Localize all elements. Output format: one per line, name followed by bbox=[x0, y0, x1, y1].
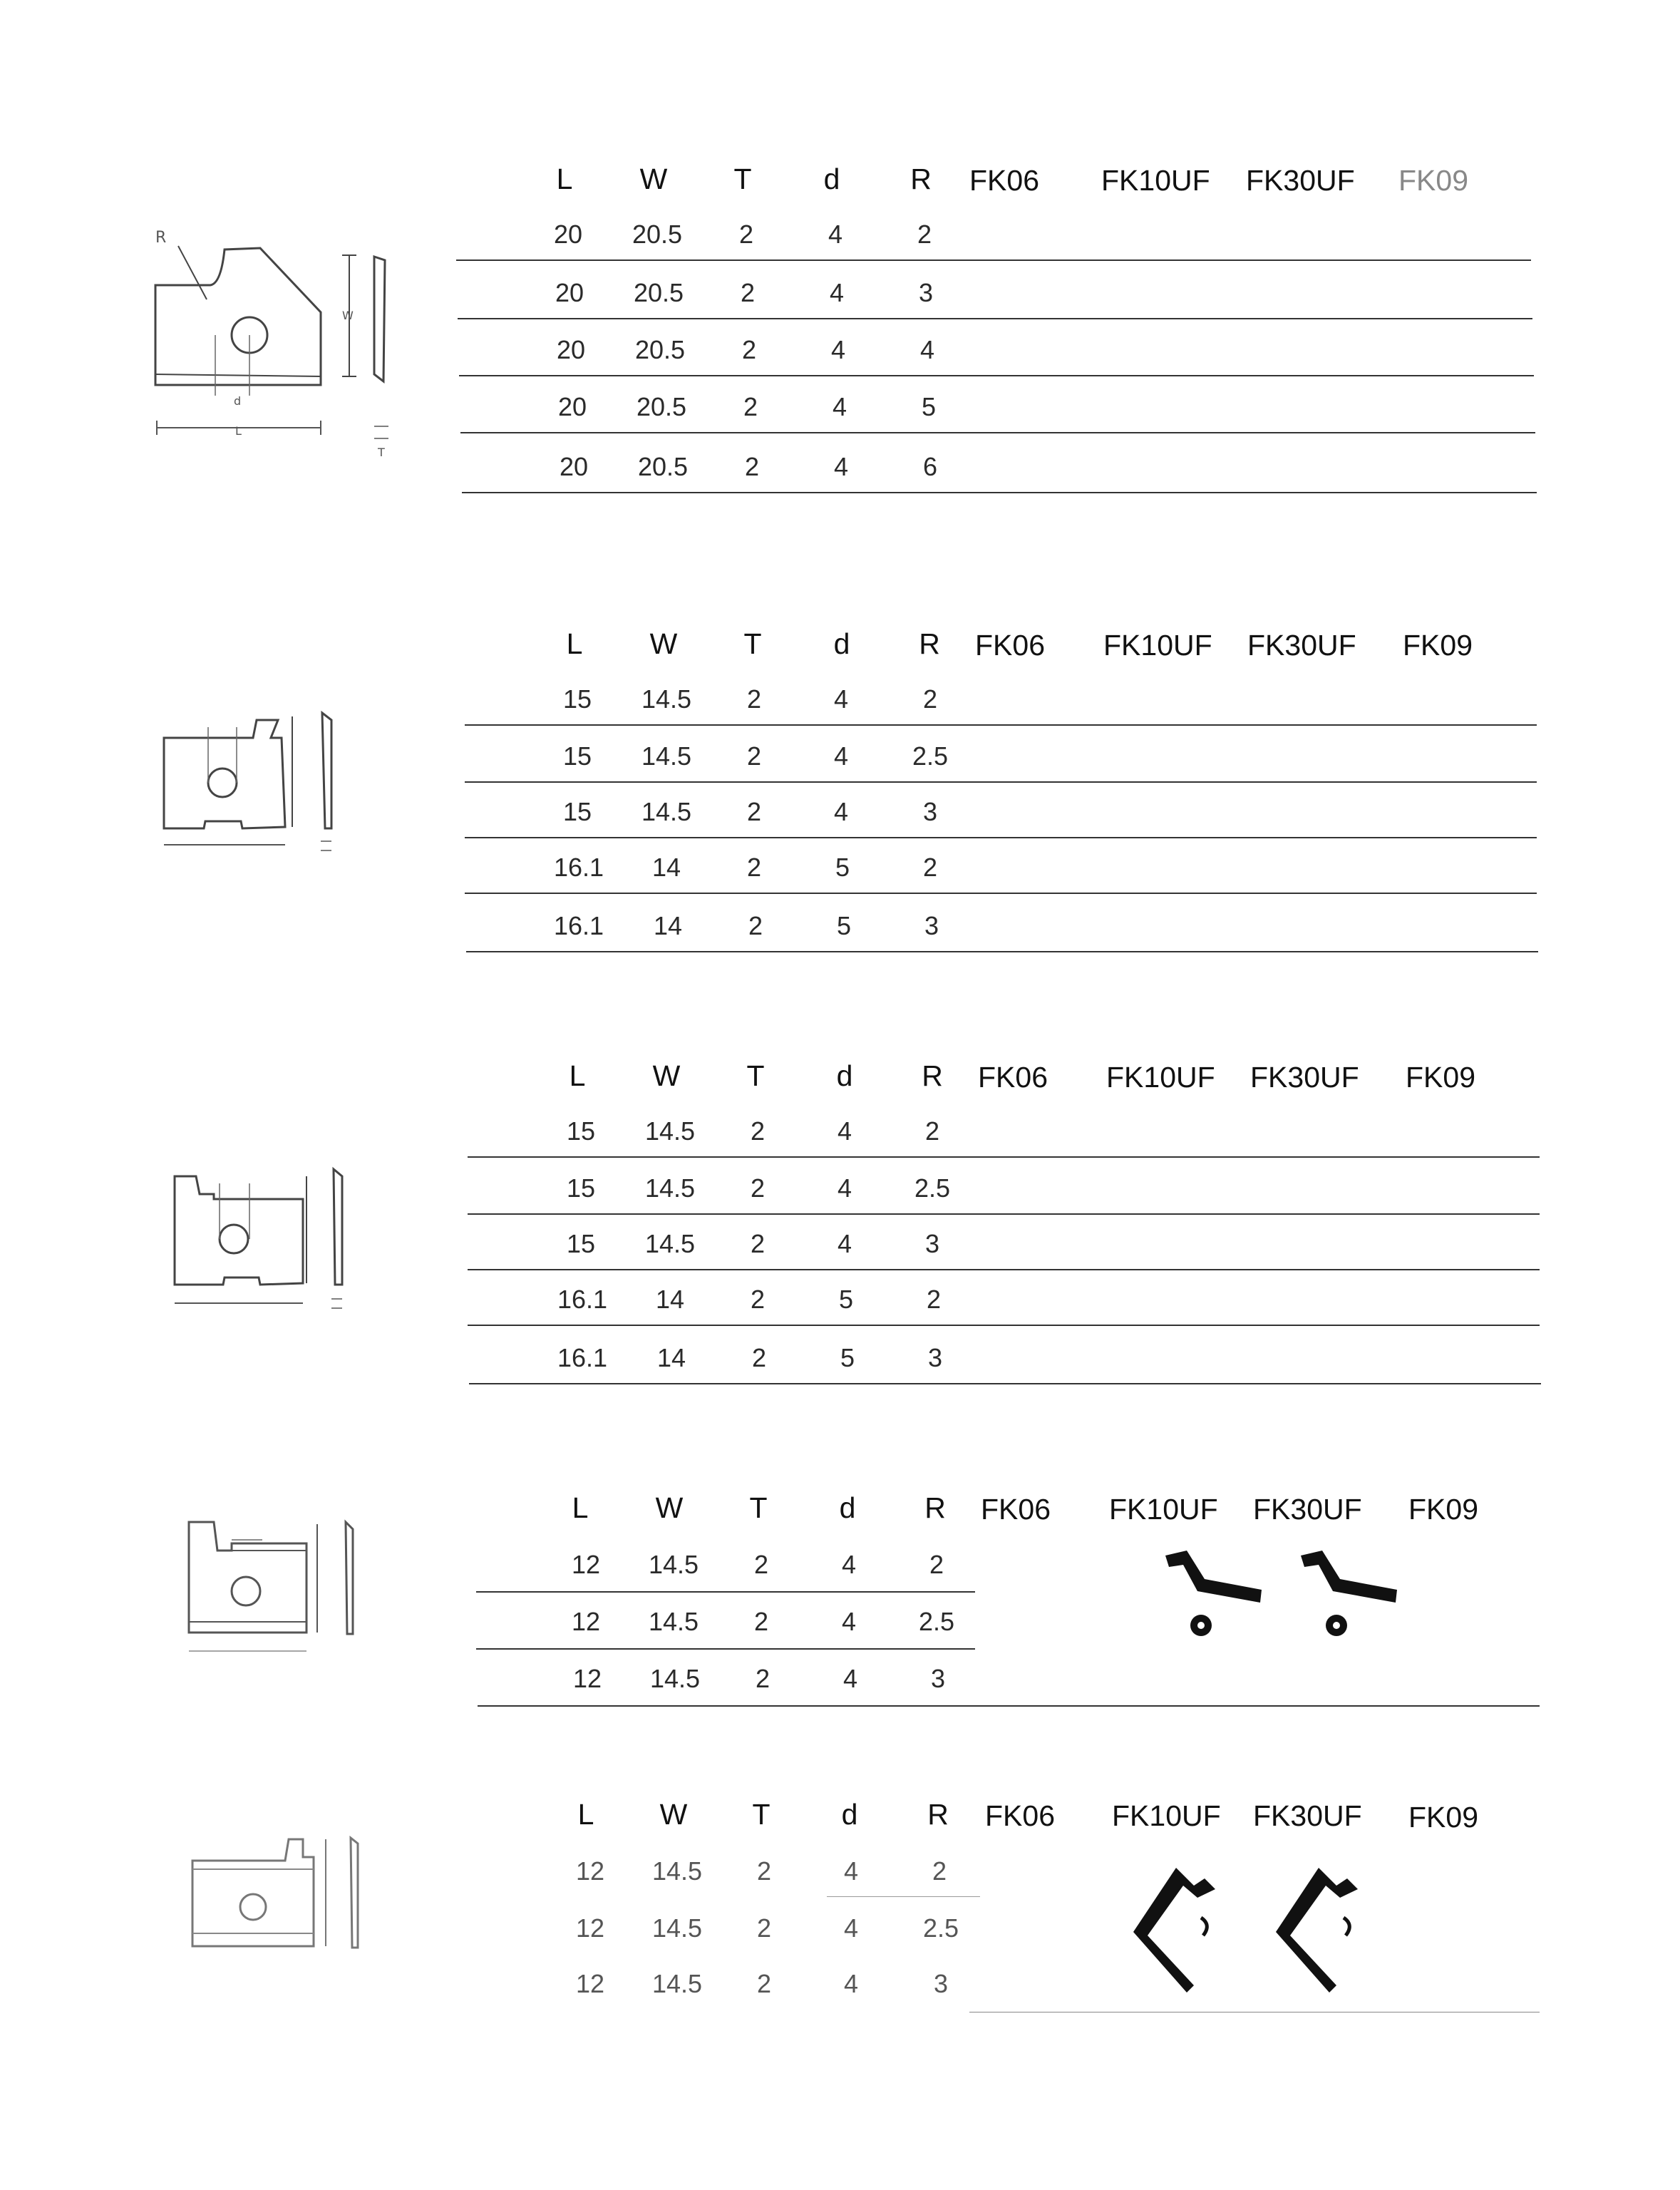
col-header-d: d bbox=[839, 1491, 856, 1524]
table-cell: 3 bbox=[930, 1664, 946, 1693]
table-cell: 20 bbox=[553, 220, 583, 249]
insert-3-svg bbox=[164, 1162, 356, 1326]
table-cell: 4 bbox=[841, 1607, 857, 1636]
table-cell: 5 bbox=[835, 853, 850, 882]
table-cell: 4 bbox=[837, 1229, 852, 1258]
col-header-d: d bbox=[833, 627, 850, 660]
col-header-fk30uf: FK30UF bbox=[1253, 1493, 1362, 1526]
table-cell: 14 bbox=[655, 1285, 685, 1314]
table-cell: 14.5 bbox=[649, 1664, 701, 1693]
table-cell: 2.5 bbox=[914, 1173, 951, 1203]
col-header-l: L bbox=[577, 1798, 594, 1831]
col-header-w: W bbox=[655, 1491, 684, 1524]
table-cell: 4 bbox=[832, 392, 847, 421]
length-label: L bbox=[235, 424, 242, 438]
table-cell: 16.1 bbox=[557, 1285, 608, 1314]
table-cell: 2 bbox=[755, 1664, 771, 1693]
table-cell: 20.5 bbox=[636, 392, 687, 421]
col-header-l: L bbox=[566, 627, 583, 660]
col-header-t: T bbox=[733, 163, 752, 195]
col-header-l: L bbox=[569, 1059, 586, 1092]
table-cell: 2 bbox=[750, 1116, 766, 1146]
insert-drawing-2 bbox=[157, 706, 342, 870]
table-cell: 2.5 bbox=[912, 741, 949, 771]
col-header-fk10uf: FK10UF bbox=[1106, 1061, 1215, 1094]
table-cell: 4 bbox=[830, 335, 846, 364]
col-header-fk10uf: FK10UF bbox=[1112, 1799, 1221, 1832]
table-cell: 12 bbox=[575, 1969, 605, 1998]
table-cell: 20 bbox=[555, 278, 584, 307]
table-cell: 3 bbox=[924, 1229, 940, 1258]
table-cell: 6 bbox=[922, 452, 938, 481]
diameter-label: d bbox=[234, 394, 242, 408]
table-cell: 2 bbox=[741, 335, 757, 364]
insert-5-svg bbox=[185, 1825, 371, 1982]
col-header-fk10uf: FK10UF bbox=[1103, 629, 1212, 662]
col-header-fk09: FK09 bbox=[1408, 1493, 1478, 1526]
table-cell: 2 bbox=[748, 911, 763, 940]
table-cell: 4 bbox=[833, 741, 849, 771]
table-cell: 12 bbox=[571, 1550, 601, 1579]
col-header-d: d bbox=[823, 163, 840, 195]
table-cell: 15 bbox=[562, 684, 592, 714]
table-cell: 5 bbox=[836, 911, 852, 940]
thickness-label: T bbox=[378, 446, 385, 459]
col-header-l: L bbox=[556, 163, 573, 195]
width-label: W bbox=[342, 309, 354, 322]
row-divider bbox=[465, 724, 1537, 726]
table-cell: 4 bbox=[843, 1856, 859, 1886]
col-header-t: T bbox=[752, 1798, 771, 1831]
col-header-fk06: FK06 bbox=[985, 1799, 1055, 1832]
col-header-w: W bbox=[649, 627, 678, 660]
col-header-fk09: FK09 bbox=[1408, 1801, 1478, 1834]
col-header-fk06: FK06 bbox=[969, 164, 1039, 197]
table-cell: 20.5 bbox=[632, 220, 683, 249]
blade-thumbnail-fk30uf bbox=[1297, 1547, 1411, 1650]
row-divider bbox=[462, 492, 1537, 493]
radius-label: R bbox=[155, 229, 167, 247]
table-cell: 20 bbox=[559, 452, 589, 481]
col-header-d: d bbox=[841, 1798, 858, 1831]
col-header-t: T bbox=[749, 1491, 768, 1524]
row-divider bbox=[468, 1325, 1540, 1326]
table-cell: 14.5 bbox=[651, 1969, 703, 1998]
table-cell: 5 bbox=[921, 392, 937, 421]
table-cell: 14.5 bbox=[641, 741, 692, 771]
table-cell: 15 bbox=[562, 741, 592, 771]
blade-thumbnail-fk10uf bbox=[1126, 1854, 1269, 2000]
table-cell: 12 bbox=[572, 1664, 602, 1693]
row-divider bbox=[476, 1648, 975, 1650]
table-cell: 4 bbox=[919, 335, 935, 364]
table-cell: 2 bbox=[922, 684, 938, 714]
table-cell: 5 bbox=[838, 1285, 854, 1314]
table-cell: 14.5 bbox=[651, 1913, 703, 1943]
table-cell: 2.5 bbox=[922, 1913, 959, 1943]
table-cell: 4 bbox=[842, 1664, 858, 1693]
row-divider bbox=[460, 432, 1535, 433]
table-cell: 20 bbox=[557, 392, 587, 421]
table-cell: 3 bbox=[933, 1969, 949, 1998]
table-cell: 14.5 bbox=[648, 1550, 699, 1579]
row-divider bbox=[478, 1705, 1540, 1707]
table-cell: 2 bbox=[750, 1229, 766, 1258]
col-header-w: W bbox=[659, 1798, 688, 1831]
insert-4-svg bbox=[178, 1511, 371, 1668]
table-cell: 16.1 bbox=[553, 853, 604, 882]
blade-thumbnail-fk10uf bbox=[1162, 1547, 1276, 1650]
col-header-fk09: FK09 bbox=[1403, 629, 1473, 662]
col-header-t: T bbox=[743, 627, 762, 660]
row-divider bbox=[456, 259, 1531, 261]
insert-drawing-3 bbox=[164, 1162, 356, 1326]
col-header-fk10uf: FK10UF bbox=[1101, 164, 1210, 197]
table-cell: 2 bbox=[740, 278, 756, 307]
table-cell: 4 bbox=[843, 1913, 859, 1943]
table-cell: 4 bbox=[843, 1969, 859, 1998]
table-cell: 5 bbox=[840, 1343, 855, 1372]
table-cell: 4 bbox=[833, 684, 849, 714]
insert-drawing-4 bbox=[178, 1511, 371, 1668]
table-cell: 15 bbox=[566, 1173, 596, 1203]
table-cell: 2.5 bbox=[918, 1607, 955, 1636]
table-cell: 2 bbox=[738, 220, 754, 249]
table-cell: 2 bbox=[746, 741, 762, 771]
col-header-r: R bbox=[910, 163, 932, 195]
table-cell: 4 bbox=[841, 1550, 857, 1579]
table-cell: 14.5 bbox=[651, 1856, 703, 1886]
table-cell: 4 bbox=[837, 1116, 852, 1146]
table-cell: 2 bbox=[932, 1856, 947, 1886]
row-divider bbox=[458, 318, 1532, 319]
blade-profile-icon bbox=[1297, 1547, 1411, 1647]
table-cell: 2 bbox=[756, 1913, 772, 1943]
row-divider bbox=[465, 781, 1537, 783]
table-cell: 20.5 bbox=[634, 335, 686, 364]
table-cell: 2 bbox=[917, 220, 932, 249]
table-cell: 2 bbox=[926, 1285, 942, 1314]
row-divider bbox=[459, 375, 1534, 376]
insert-drawing-1 bbox=[143, 221, 413, 463]
col-header-fk06: FK06 bbox=[975, 629, 1045, 662]
table-cell: 12 bbox=[571, 1607, 601, 1636]
table-cell: 16.1 bbox=[553, 911, 604, 940]
table-cell: 2 bbox=[746, 797, 762, 826]
blade-angle-icon bbox=[1126, 1854, 1269, 1996]
insert-1-svg bbox=[143, 221, 413, 463]
table-cell: 4 bbox=[833, 797, 849, 826]
table-cell: 14.5 bbox=[644, 1173, 696, 1203]
table-cell: 2 bbox=[756, 1969, 772, 1998]
insert-drawing-5 bbox=[185, 1825, 371, 1982]
row-divider bbox=[465, 893, 1537, 894]
table-cell: 20 bbox=[556, 335, 586, 364]
table-cell: 2 bbox=[751, 1343, 767, 1372]
col-header-l: L bbox=[572, 1491, 589, 1524]
col-header-fk09: FK09 bbox=[1398, 164, 1468, 197]
table-cell: 12 bbox=[575, 1856, 605, 1886]
table-cell: 15 bbox=[562, 797, 592, 826]
table-cell: 2 bbox=[756, 1856, 772, 1886]
table-cell: 2 bbox=[924, 1116, 940, 1146]
col-header-w: W bbox=[639, 163, 668, 195]
row-divider bbox=[468, 1269, 1540, 1270]
col-header-fk06: FK06 bbox=[978, 1061, 1048, 1094]
insert-2-svg bbox=[157, 706, 342, 870]
table-cell: 4 bbox=[829, 278, 845, 307]
col-header-w: W bbox=[652, 1059, 681, 1092]
col-header-fk06: FK06 bbox=[981, 1493, 1051, 1526]
col-header-fk30uf: FK30UF bbox=[1247, 629, 1356, 662]
blade-thumbnail-fk30uf bbox=[1269, 1854, 1411, 2000]
row-divider bbox=[469, 1383, 1541, 1384]
table-cell: 2 bbox=[743, 392, 758, 421]
table-cell: 3 bbox=[918, 278, 934, 307]
table-cell: 14.5 bbox=[641, 684, 692, 714]
table-cell: 2 bbox=[746, 853, 762, 882]
table-cell: 2 bbox=[753, 1607, 769, 1636]
table-cell: 4 bbox=[833, 452, 849, 481]
col-header-d: d bbox=[836, 1059, 853, 1092]
table-cell: 4 bbox=[837, 1173, 852, 1203]
table-cell: 20.5 bbox=[637, 452, 689, 481]
blade-profile-icon bbox=[1162, 1547, 1276, 1647]
table-cell: 14 bbox=[651, 853, 681, 882]
table-cell: 3 bbox=[924, 911, 939, 940]
table-cell: 2 bbox=[753, 1550, 769, 1579]
row-divider bbox=[465, 837, 1537, 838]
col-header-t: T bbox=[746, 1059, 765, 1092]
col-header-r: R bbox=[927, 1798, 949, 1831]
table-cell: 15 bbox=[566, 1116, 596, 1146]
table-cell: 14.5 bbox=[648, 1607, 699, 1636]
table-cell: 2 bbox=[929, 1550, 944, 1579]
table-cell: 12 bbox=[575, 1913, 605, 1943]
table-cell: 2 bbox=[750, 1285, 766, 1314]
col-header-fk09: FK09 bbox=[1406, 1061, 1475, 1094]
table-cell: 3 bbox=[927, 1343, 943, 1372]
table-cell: 3 bbox=[922, 797, 938, 826]
table-cell: 2 bbox=[922, 853, 938, 882]
table-cell: 2 bbox=[744, 452, 760, 481]
row-divider bbox=[476, 1591, 975, 1593]
table-cell: 2 bbox=[746, 684, 762, 714]
table-cell: 14.5 bbox=[644, 1116, 696, 1146]
col-header-fk30uf: FK30UF bbox=[1246, 164, 1355, 197]
table-cell: 2 bbox=[750, 1173, 766, 1203]
table-cell: 20.5 bbox=[633, 278, 684, 307]
row-divider bbox=[468, 1156, 1540, 1158]
row-divider bbox=[827, 1896, 980, 1897]
table-cell: 14.5 bbox=[641, 797, 692, 826]
table-cell: 16.1 bbox=[557, 1343, 608, 1372]
col-header-fk30uf: FK30UF bbox=[1253, 1799, 1362, 1832]
col-header-r: R bbox=[924, 1491, 946, 1524]
col-header-r: R bbox=[919, 627, 940, 660]
row-divider bbox=[468, 1213, 1540, 1215]
table-cell: 14 bbox=[653, 911, 683, 940]
blade-angle-icon bbox=[1269, 1854, 1411, 1996]
table-cell: 15 bbox=[566, 1229, 596, 1258]
table-cell: 14.5 bbox=[644, 1229, 696, 1258]
table-cell: 4 bbox=[828, 220, 843, 249]
col-header-fk10uf: FK10UF bbox=[1109, 1493, 1218, 1526]
table-cell: 14 bbox=[656, 1343, 686, 1372]
col-header-r: R bbox=[922, 1059, 943, 1092]
col-header-fk30uf: FK30UF bbox=[1250, 1061, 1359, 1094]
row-divider bbox=[466, 951, 1538, 952]
